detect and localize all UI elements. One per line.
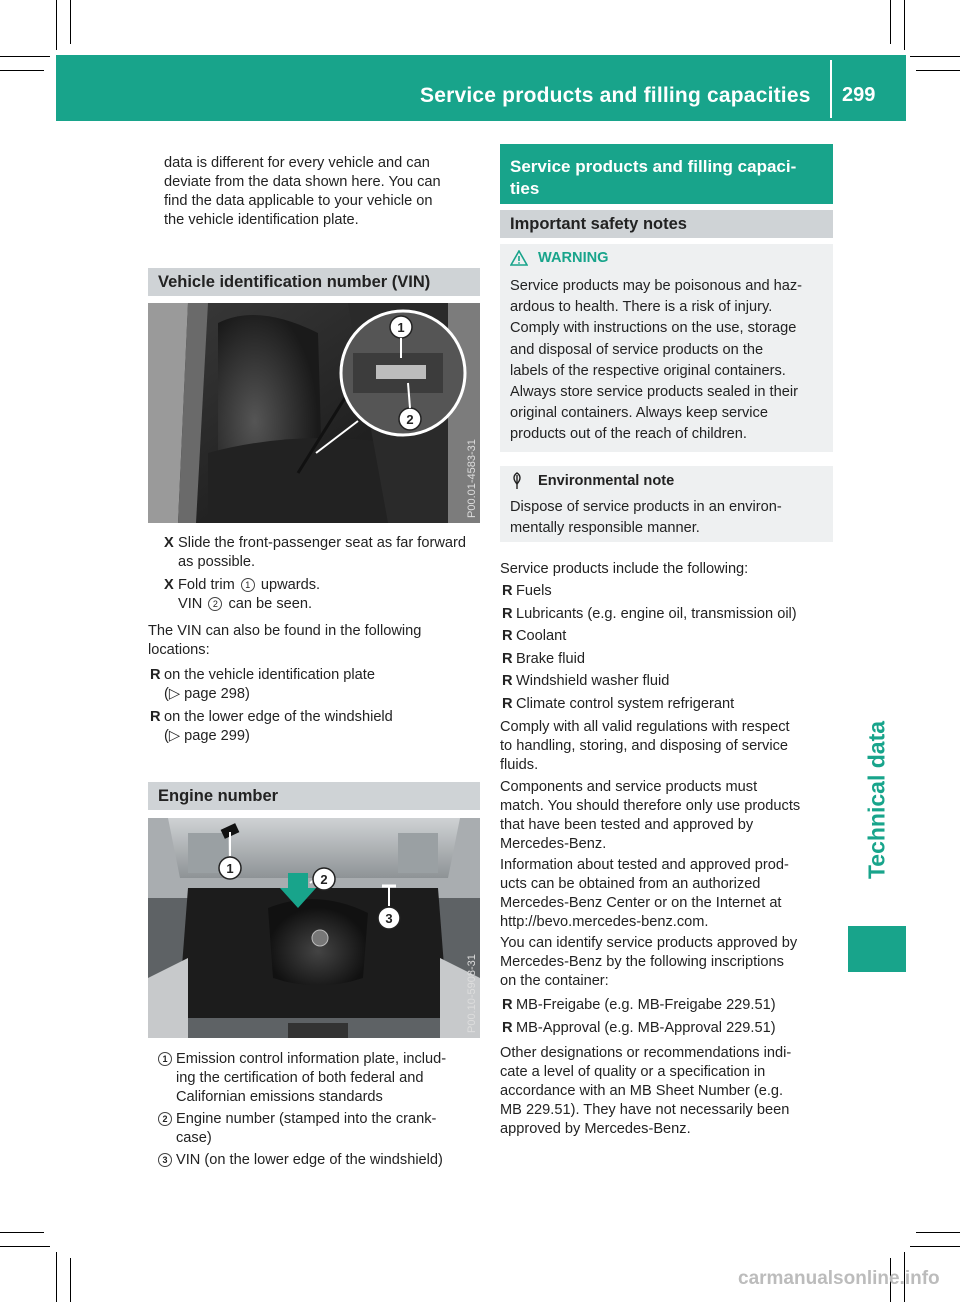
callout-ref-1: 1	[241, 578, 255, 592]
warning-text: Service products may be poisonous and haz- ardous to health. There is a risk of injury. Comply with instructions on the use, storage and disposal of service products on the labels of the respective original containers. Always store service products sealed in their original containers. Always keep service products out of the reach of children.	[510, 278, 803, 443]
crop-mark	[910, 56, 960, 57]
intro-paragraph: data is different for every vehicle and can deviate from the data shown here. You can find the data applicable to your vehicle on the vehicle identification plate.	[164, 155, 441, 228]
engine-photo	[148, 818, 480, 1038]
main-heading: Service products and filling capaci- ties	[500, 144, 833, 204]
environmental-note-title: Environmental note	[538, 473, 675, 489]
engine-callout-3: 3	[385, 911, 393, 926]
paragraph-information: Information about tested and approved prod- ucts can be obtained from an authorized Mercedes-Benz Center or on the Internet at http://bevo.mercedes-benz.com.	[500, 857, 789, 930]
page-title: Service products and filling capacities	[420, 84, 811, 107]
vin-heading: Vehicle identification number (VIN)	[148, 268, 480, 296]
paragraph-designations: Other designations or recommendations indi- cate a level of quality or a specification in accordance with an MB Sheet Number (e.g. MB 229.51). They have not necessarily been approved by Mercedes-Benz.	[500, 1045, 792, 1137]
vin-image-code: P00.01-4583-31	[466, 439, 478, 518]
products-intro: Service products include the following:	[500, 561, 749, 577]
engine-callout-1: 1	[226, 861, 234, 876]
safety-heading: Important safety notes	[500, 210, 833, 238]
leaf-icon	[510, 472, 524, 495]
engine-image-code: P00.10-5908-31	[466, 954, 478, 1033]
crop-mark	[56, 1252, 57, 1302]
paragraph-regulations: Comply with all valid regulations with respect to handling, storing, and disposing of service fluids.	[500, 719, 790, 773]
crop-mark	[56, 0, 57, 50]
engine-heading: Engine number	[148, 782, 480, 810]
crop-mark	[0, 1246, 50, 1247]
crop-mark	[0, 56, 50, 57]
crop-mark	[904, 0, 905, 50]
side-tab-label: Technical data	[863, 720, 890, 880]
paragraph-components: Components and service products must match. You should therefore only use products that have been tested and approved by Mercedes-Benz.	[500, 779, 801, 852]
vin-callout-2: 2	[406, 412, 414, 427]
crop-mark	[70, 0, 71, 44]
crop-mark	[916, 1232, 960, 1233]
header-divider	[830, 60, 832, 118]
crop-mark	[890, 0, 891, 44]
crop-mark	[70, 1258, 71, 1302]
crop-mark	[0, 70, 44, 71]
environmental-note-text: Dispose of service products in an environ- mentally responsible manner.	[510, 499, 782, 537]
locations-intro: The VIN can also be found in the following locations:	[148, 623, 422, 658]
watermark: carmanualsonline.info	[738, 1268, 940, 1289]
paragraph-identify: You can identify service products approved by Mercedes-Benz by the following inscriptions on the container:	[500, 935, 798, 989]
warning-icon	[510, 250, 528, 271]
vin-callout-1: 1	[397, 320, 405, 335]
crop-mark	[910, 1246, 960, 1247]
engine-callout-2: 2	[320, 872, 328, 887]
warning-title: WARNING	[538, 250, 609, 266]
crop-mark	[916, 70, 960, 71]
page-number: 299	[842, 84, 876, 106]
crop-mark	[0, 1232, 44, 1233]
vin-photo	[148, 303, 480, 523]
callout-ref-2: 2	[208, 597, 222, 611]
side-tab-marker	[848, 926, 906, 972]
